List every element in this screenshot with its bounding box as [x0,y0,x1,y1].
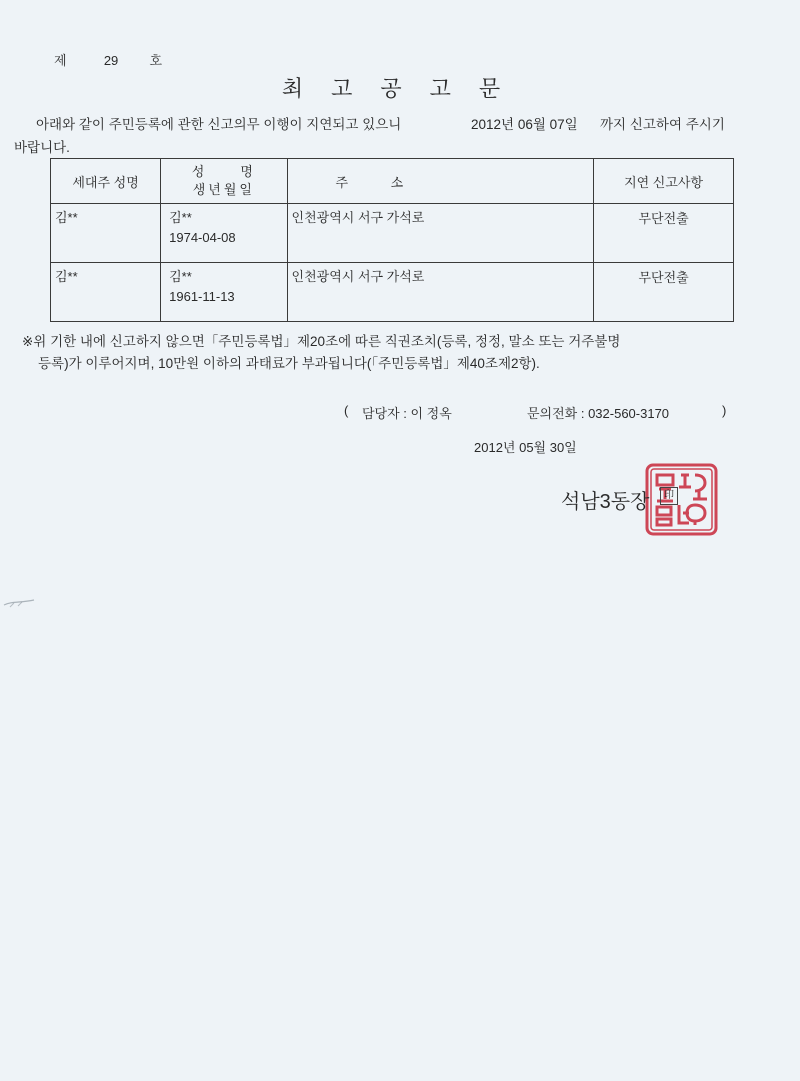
row-name-birth [161,204,287,263]
row-birth: 1961-11-13 [169,289,235,304]
document-number [54,50,162,69]
row-householder: 김** [51,204,161,263]
row-name: 김** [169,269,192,284]
contact-phone: 문의전화 : 032-560-3170 [527,406,670,421]
intro-line-1-tail: 까지 신고하여 주시기 [600,117,725,132]
delay-table [50,158,734,322]
header-name: 성 명 [191,164,256,179]
official-seal-stamp [643,461,720,538]
row-name-birth [161,263,287,322]
row-reason: 무단전출 [594,204,734,263]
intro-line-2: 바랍니다. [14,140,70,155]
header-address [287,159,594,204]
deadline-date: 2012년 06월 07일 [471,117,578,132]
row-address: 인천광역시 서구 가석로 [287,204,594,263]
intro-line-1: 아래와 같이 주민등록에 관한 신고의무 이행이 지연되고 있으니 [36,117,402,132]
official-title: 석남3동장 [561,491,650,513]
signature-date: 2012년 05월 30일 [474,440,577,455]
number-suffix: 호 [149,53,163,68]
row-name: 김** [169,210,192,225]
header-birth: 생년월일 [192,182,255,197]
row-householder: 김** [51,263,161,322]
notice-line-2: 등록)가 이루어지며, 10만원 이하의 과태료가 부과됩니다(「주민등록법」제40조제2항). [38,356,540,371]
table-row [51,204,734,263]
header-address-right: 소 [390,174,404,190]
header-name-birth [161,159,287,204]
header-address-left: 주 [335,174,349,190]
table-row [51,263,734,322]
scan-smudge [0,595,40,615]
table-header-row [51,159,734,204]
notice-line-1: ※위 기한 내에 신고하지 않으면「주민등록법」제20조에 따른 직권조치(등록, 정정, 말소 또는 거주불명 [22,334,621,349]
row-address: 인천광역시 서구 가석로 [287,263,594,322]
header-reason: 지연 신고사항 [594,159,734,204]
row-birth: 1974-04-08 [169,230,236,245]
seal-mark-box: 印 [660,487,678,505]
contact-person: 담당자 : 이 정옥 [362,406,452,421]
header-householder: 세대주 성명 [51,159,161,204]
number-value: 29 [103,53,119,68]
row-reason: 무단전출 [594,263,734,322]
contact-open-paren: ( [344,403,349,418]
contact-close-paren: ) [722,403,727,418]
document-title: 최고공고문 [281,76,529,101]
number-prefix: 제 [54,53,67,68]
